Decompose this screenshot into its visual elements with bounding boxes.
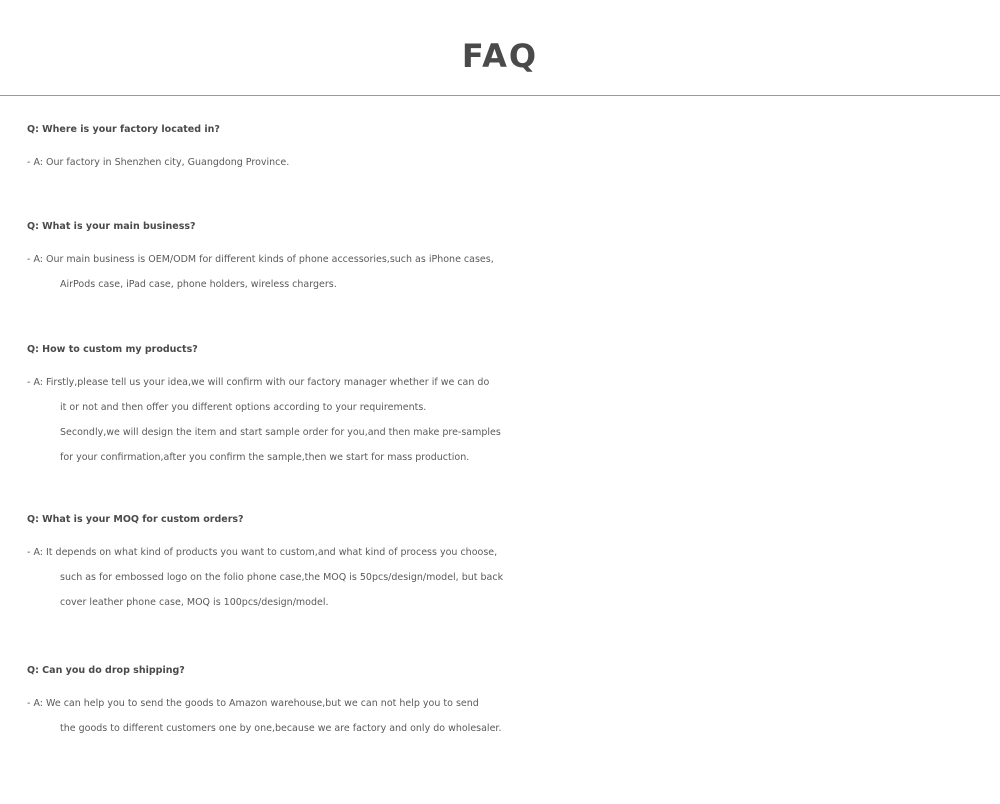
faq-question: Q: What is your main business? bbox=[27, 221, 196, 232]
faq-question: Q: What is your MOQ for custom orders? bbox=[27, 514, 244, 525]
faq-answer-line: the goods to different customers one by one,because we are factory and only do wholesaler. bbox=[60, 723, 502, 734]
faq-question: Q: Can you do drop shipping? bbox=[27, 665, 185, 676]
faq-answer bbox=[27, 370, 987, 470]
faq-answer-line: - A: Our factory in Shenzhen city, Guangdong Province. bbox=[27, 157, 290, 168]
faq-answer bbox=[27, 540, 987, 615]
page-header bbox=[0, 0, 1000, 96]
faq-item-custom-products bbox=[27, 337, 987, 470]
faq-item-moq bbox=[27, 507, 987, 615]
faq-answer-line: - A: Our main business is OEM/ODM for different kinds of phone accessories,such as iPhone cases, bbox=[27, 254, 494, 265]
faq-answer bbox=[27, 247, 987, 297]
faq-answer-line: such as for embossed logo on the folio phone case,the MOQ is 50pcs/design/model, but back bbox=[60, 572, 504, 583]
faq-item-factory-location bbox=[27, 117, 987, 175]
faq-question: Q: How to custom my products? bbox=[27, 344, 198, 355]
page-title: FAQ bbox=[461, 37, 539, 75]
faq-question: Q: Where is your factory located in? bbox=[27, 124, 220, 135]
faq-answer-line: - A: We can help you to send the goods to Amazon warehouse,but we can not help you to send bbox=[27, 698, 479, 709]
faq-answer-line: Secondly,we will design the item and start sample order for you,and then make pre-samples bbox=[60, 427, 501, 438]
faq-answer-line: it or not and then offer you different options according to your requirements. bbox=[60, 402, 427, 413]
faq-answer-line: cover leather phone case, MOQ is 100pcs/design/model. bbox=[60, 597, 329, 608]
faq-answer-line: AirPods case, iPad case, phone holders, wireless chargers. bbox=[60, 279, 337, 290]
faq-item-main-business bbox=[27, 214, 987, 297]
faq-answer-line: - A: Firstly,please tell us your idea,we will confirm with our factory manager whether if we can do bbox=[27, 377, 490, 388]
faq-item-drop-shipping bbox=[27, 658, 987, 741]
faq-answer-line: - A: It depends on what kind of products you want to custom,and what kind of process you choose, bbox=[27, 547, 498, 558]
faq-answer-line: for your confirmation,after you confirm the sample,then we start for mass production. bbox=[60, 452, 470, 463]
faq-answer bbox=[27, 150, 987, 175]
faq-answer bbox=[27, 691, 987, 741]
